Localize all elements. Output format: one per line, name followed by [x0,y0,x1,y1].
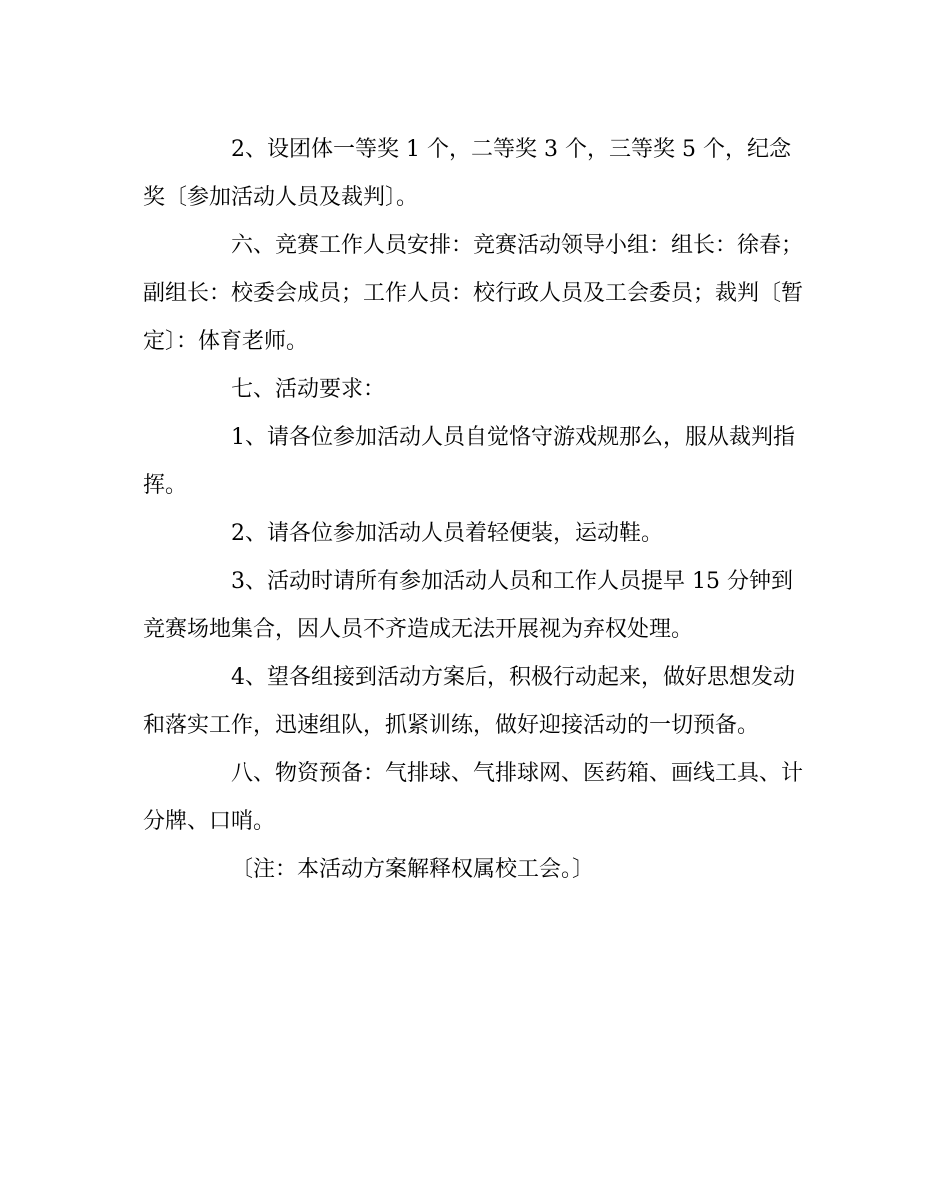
paragraph-staff-arrangement: 六、竞赛工作人员安排：竞赛活动领导小组：组长：徐春；副组长：校委会成员；工作人员：校行政人员及工会委员；裁判〔暂定〕：体育老师。 [143,233,804,354]
paragraph-requirement-4: 4、望各组接到活动方案后，积极行动起来，做好思想发动和落实工作，迅速组队，抓紧训练，做好迎接活动的一切预备。 [143,665,795,738]
document-body [143,126,808,894]
paragraph-requirement-2: 2、请各位参加活动人员着轻便装，运动鞋。 [231,521,663,546]
paragraph-awards: 2、设团体一等奖 1 个，二等奖 3 个，三等奖 5 个，纪念奖〔参加活动人员及裁判〕。 [143,137,791,210]
paragraph-requirement-3: 3、活动时请所有参加活动人员和工作人员提早 15 分钟到竞赛场地集合，因人员不齐造成无法开展视为弃权处理。 [143,569,793,642]
paragraph-requirement-1: 1、请各位参加活动人员自觉恪守游戏规那么，服从裁判指挥。 [143,425,795,498]
paragraph-materials: 八、物资预备：气排球、气排球网、医药箱、画线工具、计分牌、口哨。 [143,761,804,834]
paragraph-note: 〔注：本活动方案解释权属校工会。〕 [231,857,595,882]
paragraph-requirements-heading: 七、活动要求： [231,377,386,402]
